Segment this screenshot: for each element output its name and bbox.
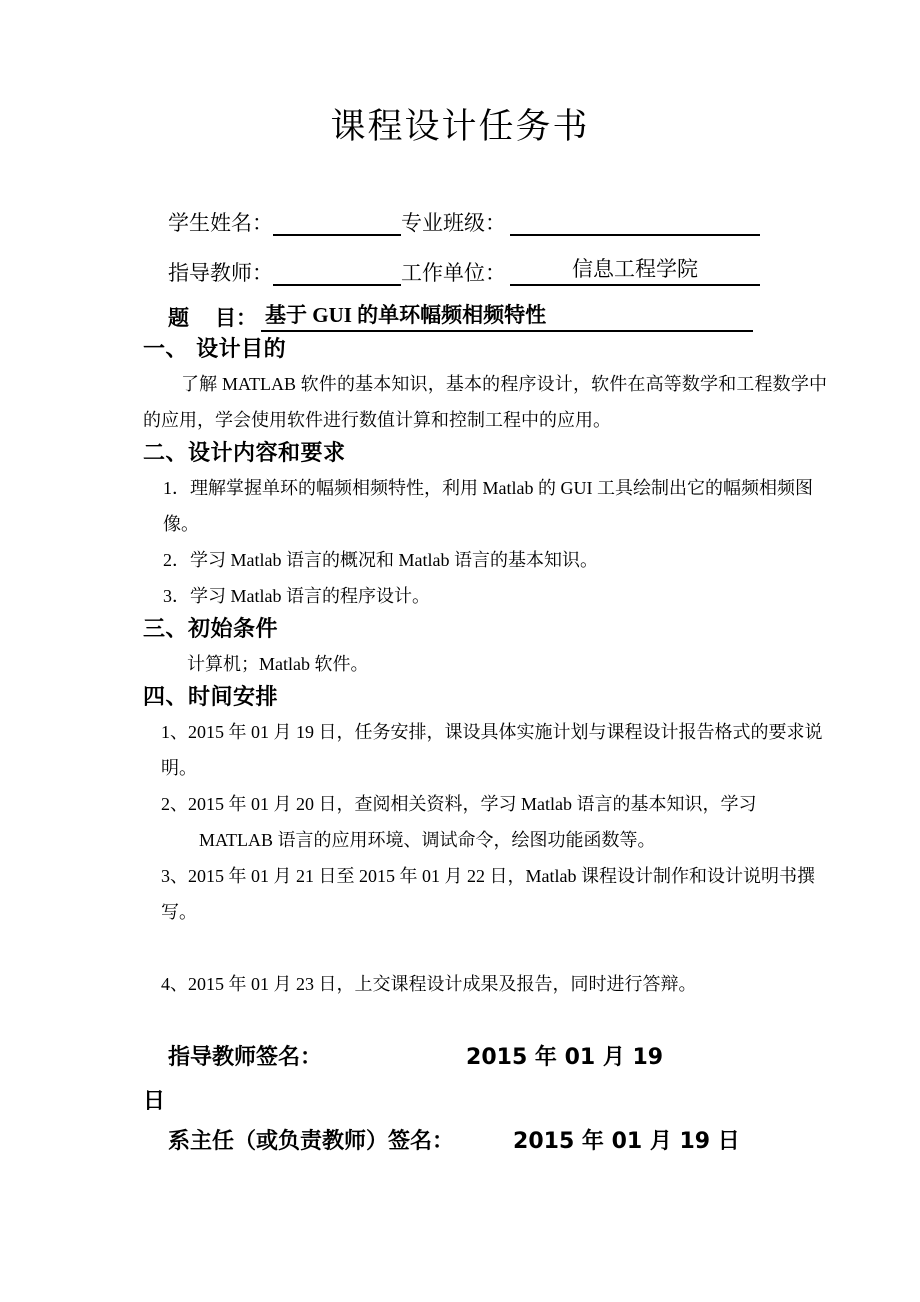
section-two-item-1: 1．理解掌握单环的幅频相频特性，利用 Matlab 的 GUI 工具绘制出它的幅频相频图像。 [163,477,813,534]
teacher-signature-date: 2015 年 01 月 19 [466,1045,664,1070]
section-heading-two: 二、设计内容和要求 [143,440,346,466]
teacher-field[interactable] [273,262,401,286]
section-two-item-3: 3．学习 Matlab 语言的程序设计。 [163,585,430,606]
director-signature-block [143,1120,843,1164]
schedule-item-4: 4、2015 年 01 月 23 日，上交课程设计成果及报告，同时进行答辩。 [161,973,697,994]
section-two-item-2: 2．学习 Matlab 语言的概况和 Matlab 语言的基本知识。 [163,549,598,570]
document-body [143,334,827,1002]
form-row-subject [168,286,808,332]
teacher-signature-label: 指导教师签名： [168,1045,323,1070]
teacher-label: 指导教师： [168,260,273,285]
teacher-signature-date-overflow: 日 [143,1089,166,1114]
subject-field[interactable]: 基于 GUI 的单环幅频相频特性 [261,308,753,332]
schedule-item-3: 3、2015 年 01 月 21 日至 2015 年 01 月 22 日，Matlab 课程设计制作和设计说明书撰写。 [161,865,815,922]
class-label: 专业班级： [401,210,506,235]
form-row-teacher [168,236,808,286]
director-signature-date: 2015 年 01 月 19 日 [513,1129,740,1154]
section-three-paragraph: 计算机；Matlab 软件。 [187,653,369,674]
schedule-item-2-continued: MATLAB 语言的应用环境、调试命令，绘图功能函数等。 [199,829,656,850]
section-one-paragraph: 了解 MATLAB 软件的基本知识，基本的程序设计，软件在高等数学和工程数学中的应用，学会使用软件进行数值计算和控制工程中的应用。 [143,373,827,430]
page-title: 课程设计任务书 [330,107,590,146]
work-unit-field[interactable]: 信息工程学院 [510,262,760,286]
schedule-item-2: 2、2015 年 01 月 20 日，查阅相关资料，学习 Matlab 语言的基本知识，学习 [161,793,757,814]
director-signature-row [143,1120,843,1164]
form-header [168,186,808,332]
subject-label-second: 目： [215,306,257,330]
director-signature-label: 系主任（或负责教师）签名： [168,1129,455,1154]
work-unit-label: 工作单位： [401,260,506,285]
section-heading-one: 一、 设计目的 [143,337,287,362]
section-heading-four: 四、时间安排 [143,684,279,710]
student-name-field[interactable] [273,212,401,236]
section-heading-three: 三、初始条件 [143,616,279,642]
teacher-signature-row [143,1036,843,1080]
class-field[interactable] [510,212,760,236]
form-row-student [168,186,808,236]
subject-label-first: 题 [168,306,189,330]
student-name-label: 学生姓名： [168,210,273,235]
schedule-item-1: 1、2015 年 01 月 19 日，任务安排，课设具体实施计划与课程设计报告格式的要求说明。 [161,721,823,778]
teacher-signature-block [143,1036,843,1124]
schedule-blank-line [143,930,827,966]
